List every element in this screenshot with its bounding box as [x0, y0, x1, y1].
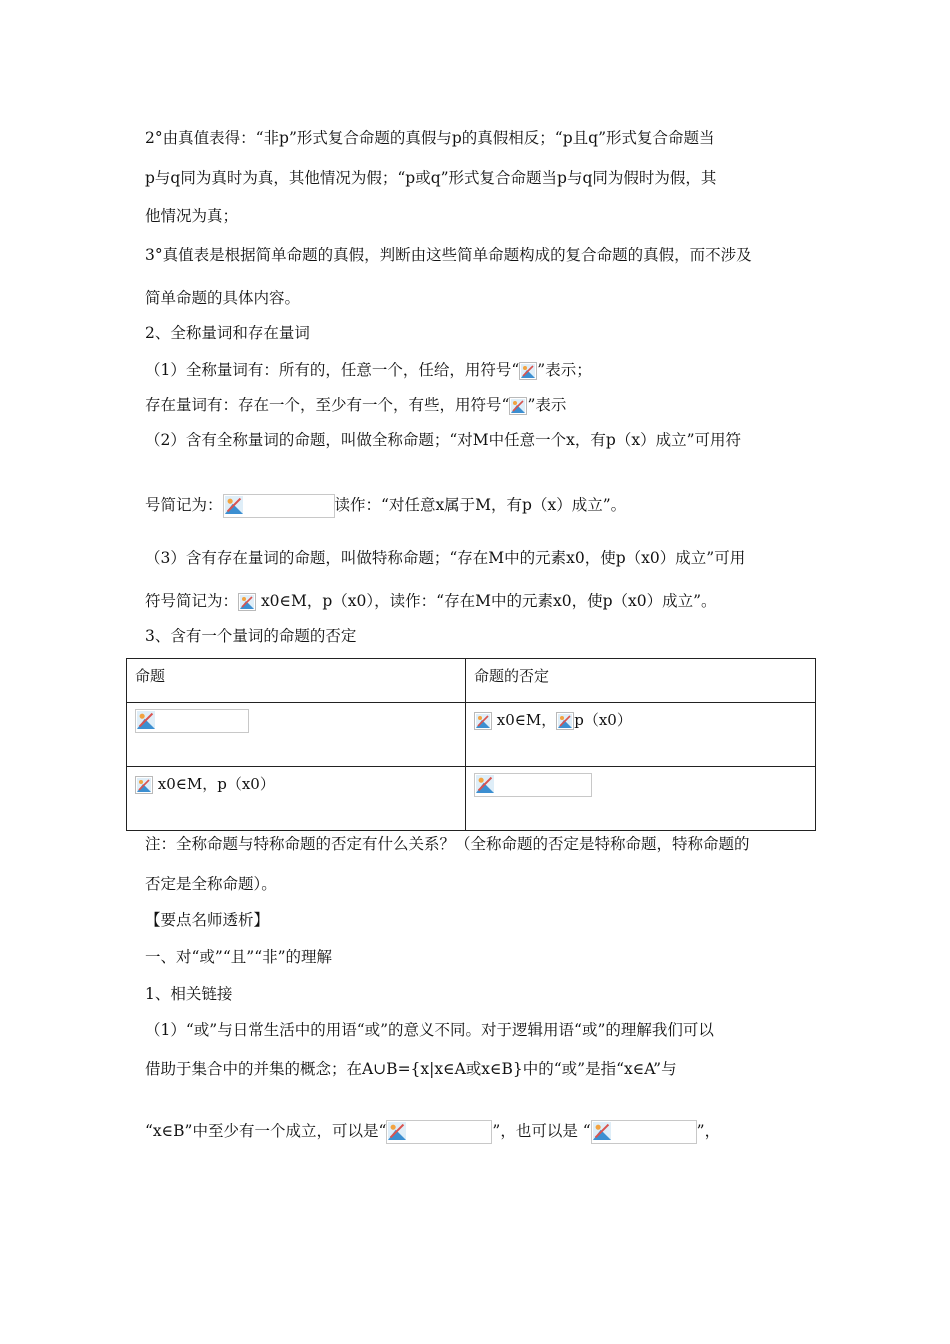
table-header-cell: 命题	[127, 659, 466, 703]
text-span: 读作：“对任意x属于M，有p（x）成立”。	[334, 496, 627, 514]
negation-table	[126, 658, 816, 831]
broken-image-icon	[223, 494, 335, 518]
text-span: x0∈M，p（x0），读作：“存在M中的元素x0，使p（x0）成立”。	[256, 592, 717, 610]
text-line: （1）“或”与日常生活中的用语“或”的意义不同。对于逻辑用语“或”的理解我们可以	[145, 1021, 714, 1039]
broken-image-icon	[474, 712, 492, 730]
broken-image-icon	[386, 1120, 492, 1144]
text-span: ”，	[696, 1122, 721, 1140]
text-span: ”表示；	[537, 361, 592, 379]
cell-text: x0∈M，p（x0）	[153, 775, 275, 793]
broken-image-icon	[474, 773, 592, 797]
broken-image-icon	[135, 709, 249, 733]
broken-image-icon	[238, 593, 256, 611]
text-span: ”表示	[527, 396, 567, 414]
broken-image-icon	[556, 712, 574, 730]
text-line: 注：全称命题与特称命题的否定有什么关系？（全称命题的否定是特称命题，特称命题的	[145, 835, 750, 853]
text-span: （1）全称量词有：所有的，任意一个，任给，用符号“	[145, 361, 520, 379]
section-heading: 【要点名师透析】	[145, 911, 270, 929]
table-cell	[466, 703, 816, 767]
text-line	[145, 360, 592, 380]
table-row	[127, 703, 816, 767]
text-span: “x∈B”中至少有一个成立，可以是“	[145, 1122, 387, 1140]
section-heading: 一、对“或”“且”“非”的理解	[145, 948, 333, 966]
cell-text: x0∈M，	[492, 711, 557, 729]
text-span: 符号简记为：	[145, 592, 239, 610]
table-cell	[466, 767, 816, 831]
cell-text: p（x0）	[574, 711, 632, 729]
text-line: 3°真值表是根据简单命题的真假，判断由这些简单命题构成的复合命题的真假，而不涉及	[145, 246, 752, 264]
broken-image-icon	[591, 1120, 697, 1144]
section-heading: 2、全称量词和存在量词	[145, 324, 310, 342]
broken-image-icon	[509, 397, 527, 415]
table-cell	[127, 767, 466, 831]
text-line: （3）含有存在量词的命题，叫做特称命题；“存在M中的元素x0，使p（x0）成立”可用	[145, 549, 746, 567]
text-span: ”，也可以是 “	[492, 1122, 591, 1140]
text-line	[145, 395, 566, 415]
text-line: （2）含有全称量词的命题，叫做全称命题；“对M中任意一个x，有p（x）成立”可用符	[145, 431, 741, 449]
table-header-cell: 命题的否定	[466, 659, 816, 703]
text-span: 存在量词有：存在一个，至少有一个，有些，用符号“	[145, 396, 510, 414]
table-row	[127, 767, 816, 831]
broken-image-icon	[135, 776, 153, 794]
text-span: 号简记为：	[145, 496, 223, 514]
text-line: 2°由真值表得：“非p”形式复合命题的真假与p的真假相反；“p且q”形式复合命题当	[145, 129, 715, 147]
table-row	[127, 659, 816, 703]
text-line: 借助于集合中的并集的概念；在A∪B={x|x∈A或x∈B}中的“或”是指“x∈A”与	[145, 1060, 677, 1078]
section-heading: 1、相关链接	[145, 985, 233, 1003]
text-line	[145, 591, 717, 611]
text-line	[145, 494, 626, 518]
text-line	[145, 1120, 720, 1144]
text-line: 他情况为真；	[145, 207, 239, 225]
broken-image-icon	[519, 362, 537, 380]
text-line: p与q同为真时为真，其他情况为假；“p或q”形式复合命题当p与q同为假时为假，其	[145, 169, 717, 187]
table-cell	[127, 703, 466, 767]
text-line: 简单命题的具体内容。	[145, 289, 301, 307]
section-heading: 3、含有一个量词的命题的否定	[145, 627, 357, 645]
text-line: 否定是全称命题）。	[145, 875, 277, 893]
